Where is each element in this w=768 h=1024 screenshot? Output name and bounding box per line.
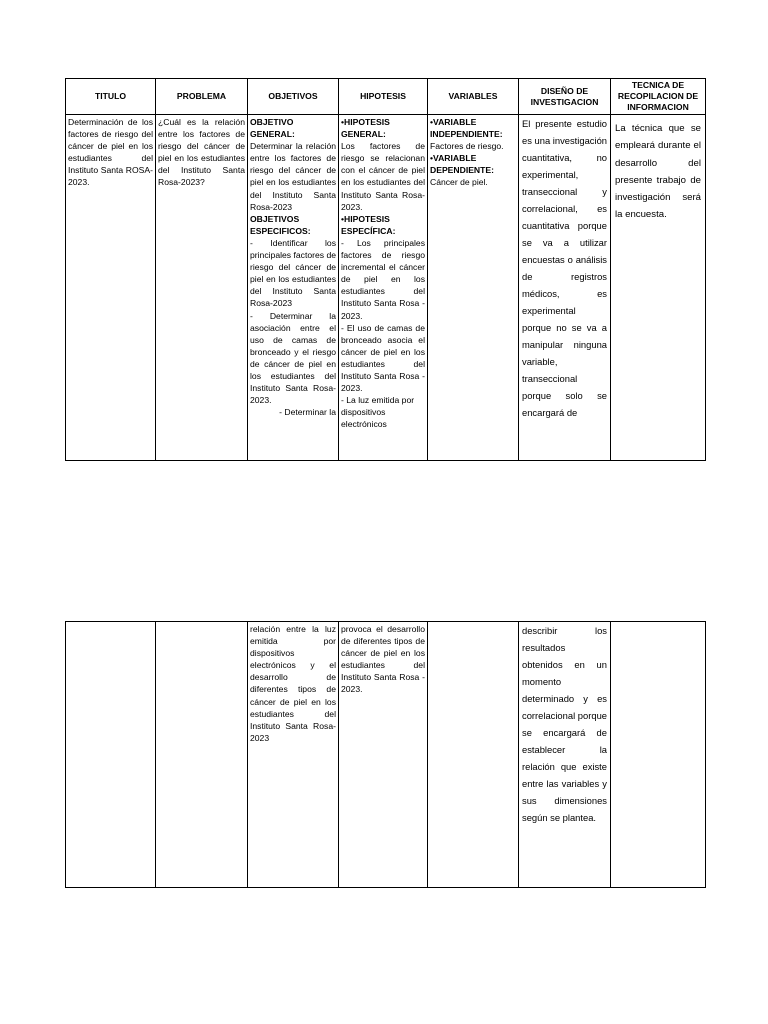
cell-problema xyxy=(156,115,248,461)
variable-independiente-heading: •VARIABLE INDEPENDIENTE: xyxy=(430,117,503,140)
content-row xyxy=(66,115,706,461)
header-hipotesis: HIPOTESIS xyxy=(339,79,428,115)
hipotesis-cont-text: provoca el desarrollo de diferentes tipos de cáncer de piel en los estudiantes del Instituto Santa Rosa - 2023. xyxy=(341,624,425,695)
objetivo-especifico-2: - Determinar la asociación entre el uso de camas de bronceado y el riesgo de cáncer de piel en los estudiantes del Instituto Santa Rosa-2023. xyxy=(250,310,336,406)
cell-objetivos xyxy=(248,115,339,461)
cell-variables xyxy=(428,115,519,461)
hipotesis-especifica-heading: •HIPOTESIS ESPECÍFICA: xyxy=(341,213,396,236)
cell-diseno-cont xyxy=(519,622,611,888)
tecnica-text: La técnica que se empleará durante el desarrollo del presente trabajo de investigación será la encuesta. xyxy=(615,123,701,221)
cell-tecnica-cont xyxy=(611,622,706,888)
header-row xyxy=(66,79,706,115)
matrix-table-page-1 xyxy=(65,78,706,461)
objetivo-general-text: Determinar la relación entre los factores de riesgo del cáncer de piel en los estudiantes del Instituto Santa Rosa-2023 xyxy=(250,141,336,212)
hipotesis-general-heading: •HIPOTESIS GENERAL: xyxy=(341,117,390,140)
header-objetivos: OBJETIVOS xyxy=(248,79,339,115)
objetivo-general-heading: OBJETIVO GENERAL: xyxy=(250,117,295,140)
cell-variables-cont xyxy=(428,622,519,888)
hipotesis-especifica-2: - El uso de camas de bronceado asocia el cáncer de piel en los estudiantes del Instituto Santa Rosa - 2023. xyxy=(341,322,425,394)
matrix-table-page-2 xyxy=(65,621,706,888)
diseno-cont-text: describir los resultados obtenidos en un momento determinado y es correlacional porque se encargará de establecer la relación que existe entre las variables y sus dimensiones según se plantea. xyxy=(522,625,607,823)
hipotesis-especifica-3-start: - La luz emitida por dispositivos electrónicos xyxy=(341,395,415,430)
cell-objetivos-cont xyxy=(248,622,339,888)
cell-titulo-cont xyxy=(66,622,156,888)
header-problema: PROBLEMA xyxy=(156,79,248,115)
hipotesis-general-text: Los factores de riesgo se relacionan con el cáncer de piel en los estudiantes del Instituto Santa Rosa-2023. xyxy=(341,141,425,212)
header-diseno: DISEÑO DE INVESTIGACION xyxy=(519,79,611,115)
problema-text: ¿Cuál es la relación entre los factores de riesgo del cáncer de piel en los estudiantes del Instituto Santa Rosa-2023? xyxy=(158,117,245,188)
header-variables: VARIABLES xyxy=(428,79,519,115)
cell-problema-cont xyxy=(156,622,248,888)
objetivo-especifico-1: - Identificar los principales factores de riesgo del cáncer de piel en los estudiantes del Instituto Santa Rosa-2023 xyxy=(250,237,336,309)
cell-titulo xyxy=(66,115,156,461)
variable-independiente-text: Factores de riesgo. xyxy=(430,141,504,152)
titulo-text: Determinación de los factores de riesgo del cáncer de piel en los estudiantes del Instituto Santa ROSA-2023. xyxy=(68,117,153,188)
diseno-text: El presente estudio es una investigación cuantitativa, no experimental, transeccional y correlacional, es cuantitativa porque se va a utilizar encuestas o análisis de registros médicos, es experimental porque no se va a manipular ninguna variable, transeccional porque solo se encargará de xyxy=(522,118,607,418)
header-tecnica: TECNICA DE RECOPILACION DE INFORMACION xyxy=(611,79,706,115)
cell-hipotesis-cont xyxy=(339,622,428,888)
objetivos-especificos-heading: OBJETIVOS ESPECIFICOS: xyxy=(250,213,311,236)
hipotesis-especifica-1: - Los principales factores de riesgo incremental el cáncer de piel en los estudiantes del Instituto Santa Rosa - 2023. xyxy=(341,237,425,321)
variable-dependiente-heading: •VARIABLE DEPENDIENTE: xyxy=(430,153,494,176)
cell-hipotesis xyxy=(339,115,428,461)
cell-tecnica xyxy=(611,115,706,461)
variable-dependiente-text: Cáncer de piel. xyxy=(430,177,488,188)
objetivo-especifico-3-start: - Determinar la xyxy=(279,407,336,418)
header-titulo: TITULO xyxy=(66,79,156,115)
objetivos-cont-text: relación entre la luz emitida por dispositivos electrónicos y el desarrollo de diferentes tipos de cáncer de piel en los estudiantes del Instituto Santa Rosa-2023 xyxy=(250,624,336,743)
continuation-row xyxy=(66,622,706,888)
cell-diseno xyxy=(519,115,611,461)
